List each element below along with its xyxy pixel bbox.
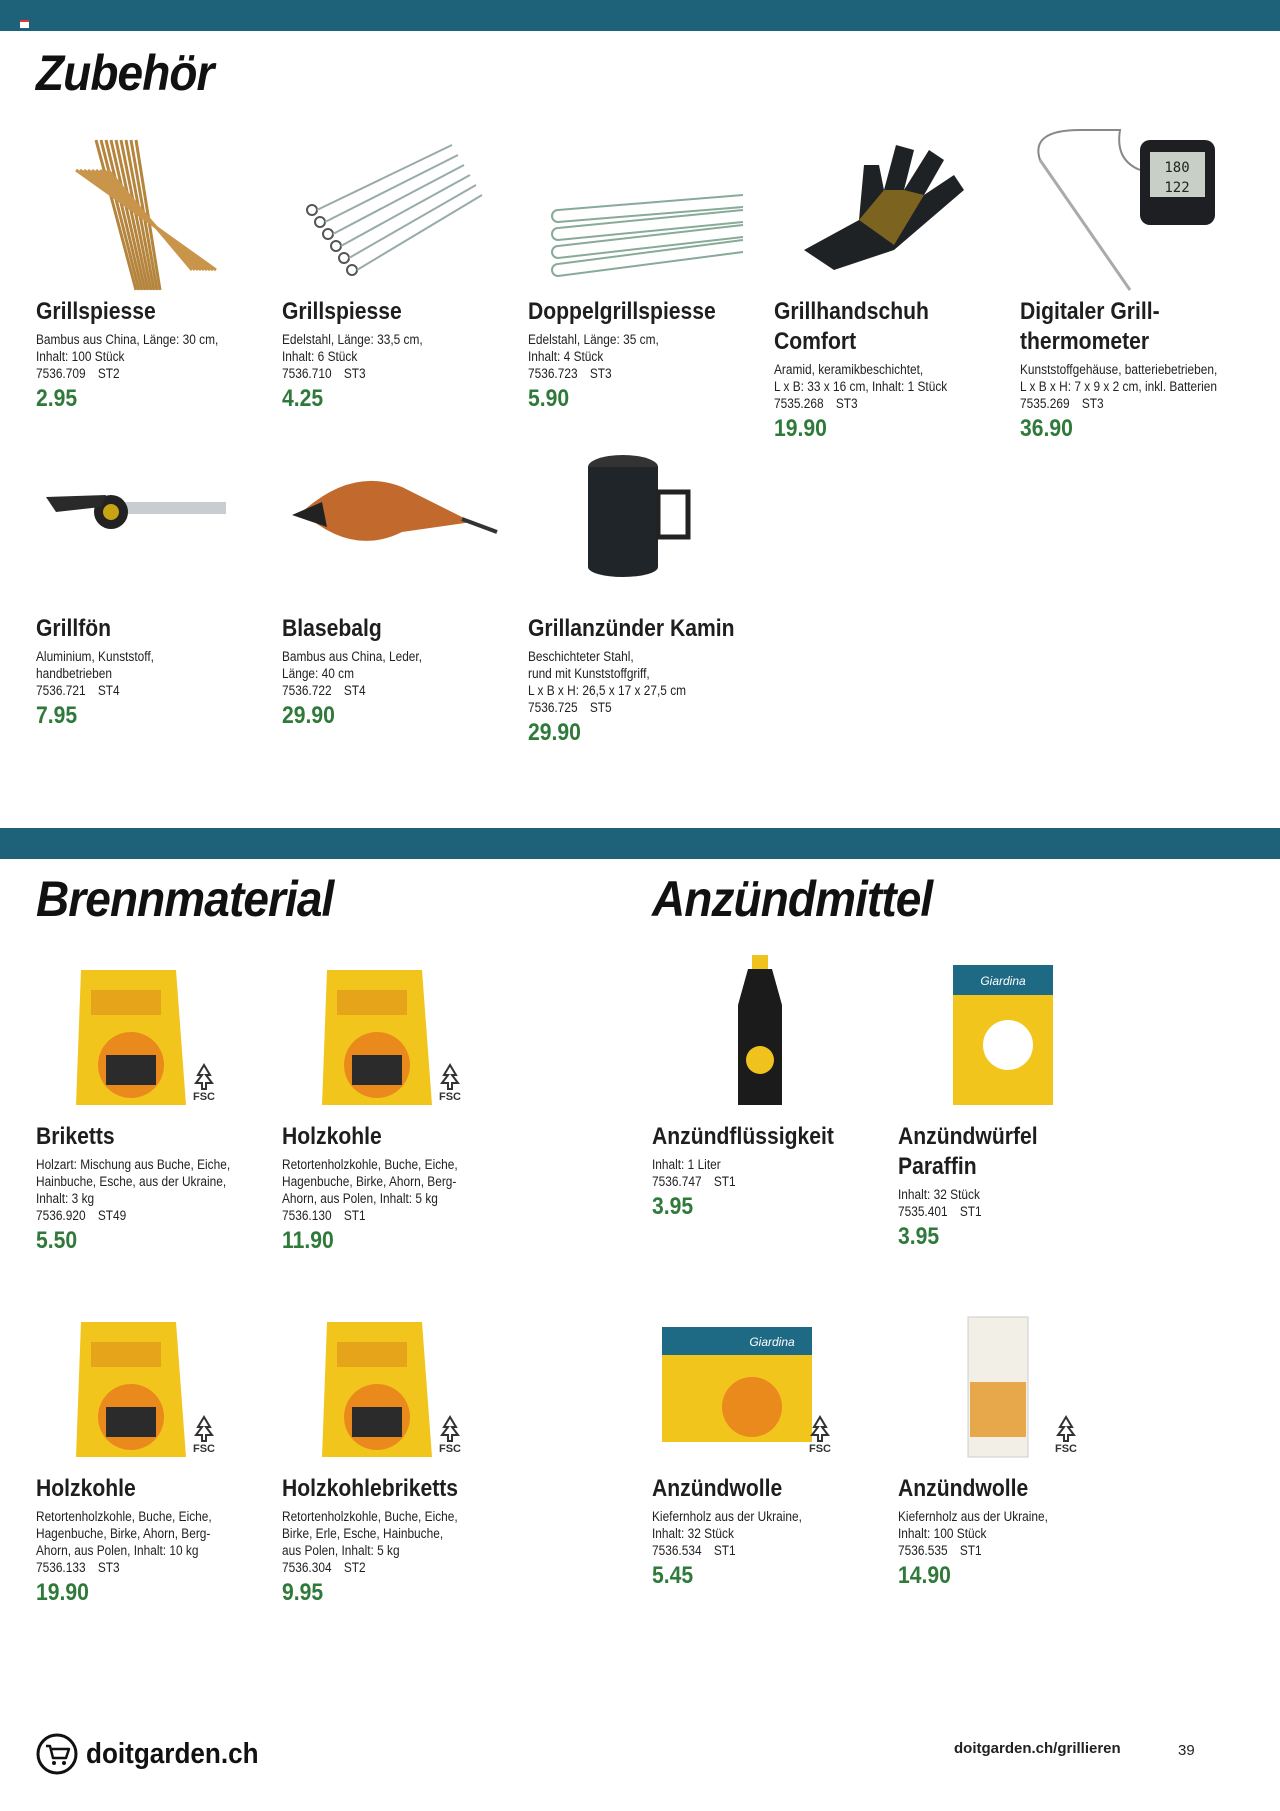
product-name: Briketts xyxy=(36,1123,115,1150)
product-name: Grillspiesse xyxy=(36,298,156,325)
article-number xyxy=(36,682,237,699)
product-image[interactable] xyxy=(36,120,264,295)
product-card[interactable] xyxy=(774,120,1002,443)
product-image[interactable] xyxy=(898,945,1126,1120)
svg-text:122: 122 xyxy=(1164,180,1190,196)
product-image[interactable] xyxy=(282,120,510,295)
store-code: ST2 xyxy=(97,366,120,381)
section-title-zubehoer: Zubehör xyxy=(36,45,214,101)
product-description: Hagenbuche, Birke, Ahorn, Berg- xyxy=(282,1174,457,1189)
product-price: 19.90 xyxy=(36,1579,89,1606)
footer-url[interactable]: doitgarden.ch/grillieren xyxy=(954,1740,1121,1757)
article-number xyxy=(528,365,729,382)
page-number: 39 xyxy=(1178,1742,1195,1759)
fsc-logo-icon xyxy=(430,1415,470,1455)
store-code: ST5 xyxy=(589,700,612,715)
fsc-label: FSC xyxy=(439,1443,461,1455)
charcoal-bag-icon xyxy=(36,945,264,1120)
article-number xyxy=(1020,395,1221,412)
store-code: ST2 xyxy=(343,1560,366,1575)
store-code: ST3 xyxy=(835,396,858,411)
article-code: 7536.747 xyxy=(652,1174,702,1189)
product-name: Holzkohle xyxy=(36,1475,136,1502)
section-divider-band xyxy=(0,828,1280,859)
product-card[interactable] xyxy=(282,945,510,1255)
fsc-label: FSC xyxy=(193,1091,215,1103)
product-card[interactable] xyxy=(528,120,756,413)
product-description: Ahorn, aus Polen, Inhalt: 10 kg xyxy=(36,1543,199,1558)
article-number xyxy=(898,1542,1099,1559)
article-code: 7535.401 xyxy=(898,1204,948,1219)
product-name: Anzündwolle xyxy=(652,1475,783,1502)
product-name: Holzkohlebriketts xyxy=(282,1475,459,1502)
section-title-brennmaterial: Brennmaterial xyxy=(36,871,334,927)
product-name: Grillhandschuh xyxy=(774,298,929,325)
store-code: ST4 xyxy=(97,683,120,698)
product-description: L x B: 33 x 16 cm, Inhalt: 1 Stück xyxy=(774,379,948,394)
product-card[interactable] xyxy=(36,437,264,730)
product-description: Inhalt: 1 Liter xyxy=(652,1157,721,1172)
product-price: 4.25 xyxy=(282,385,324,412)
product-price: 14.90 xyxy=(898,1562,951,1589)
fsc-logo-icon xyxy=(800,1415,840,1455)
product-description: Inhalt: 3 kg xyxy=(36,1191,95,1206)
article-code: 7535.269 xyxy=(1020,396,1070,411)
product-card[interactable] xyxy=(898,1297,1126,1590)
product-price: 9.95 xyxy=(282,1579,324,1606)
article-code: 7536.725 xyxy=(528,700,578,715)
store-code: ST1 xyxy=(713,1174,736,1189)
article-code: 7536.723 xyxy=(528,366,578,381)
store-code: ST1 xyxy=(959,1204,982,1219)
product-card[interactable] xyxy=(282,437,510,730)
product-name: Grillspiesse xyxy=(282,298,402,325)
product-description: Inhalt: 6 Stück xyxy=(282,349,358,364)
product-name: Comfort xyxy=(774,328,857,355)
product-image[interactable] xyxy=(36,437,264,612)
grill-glove-icon xyxy=(774,120,1002,295)
store-code: ST49 xyxy=(97,1208,127,1223)
store-code: ST3 xyxy=(97,1560,120,1575)
swiss-flag-icon xyxy=(20,20,29,28)
article-number xyxy=(282,1207,483,1224)
hand-blower-icon xyxy=(36,437,264,612)
product-description: Kiefernholz aus der Ukraine, xyxy=(898,1509,1048,1524)
product-description: Birke, Erle, Esche, Hainbuche, xyxy=(282,1526,444,1541)
article-number xyxy=(36,365,237,382)
article-code: 7536.709 xyxy=(36,366,86,381)
charcoal-bag-icon xyxy=(36,1297,264,1472)
product-name: thermometer xyxy=(1020,328,1150,355)
fsc-logo-icon xyxy=(184,1063,224,1103)
fsc-label: FSC xyxy=(1055,1443,1077,1455)
bamboo-skewers-icon xyxy=(36,120,264,295)
product-description: Inhalt: 4 Stück xyxy=(528,349,604,364)
article-number xyxy=(36,1559,237,1576)
thermometer-icon xyxy=(1020,120,1248,295)
product-price: 36.90 xyxy=(1020,415,1073,442)
product-description: Inhalt: 100 Stück xyxy=(898,1526,987,1541)
article-code: 7536.710 xyxy=(282,366,332,381)
product-card[interactable] xyxy=(528,437,756,747)
product-price: 5.90 xyxy=(528,385,570,412)
charcoal-bag-icon xyxy=(282,945,510,1120)
product-card[interactable] xyxy=(36,120,264,413)
product-image[interactable] xyxy=(1020,120,1248,295)
article-number xyxy=(528,699,729,716)
store-code: ST3 xyxy=(343,366,366,381)
charcoal-bag-icon xyxy=(282,1297,510,1472)
product-name: Grillfön xyxy=(36,615,112,642)
store-code: ST3 xyxy=(1081,396,1104,411)
store-code: ST1 xyxy=(959,1543,982,1558)
product-name: Doppelgrillspiesse xyxy=(528,298,716,325)
product-image[interactable] xyxy=(528,437,756,612)
section-title-anzuendmittel: Anzündmittel xyxy=(652,871,933,927)
product-description: handbetrieben xyxy=(36,666,112,681)
product-price: 29.90 xyxy=(282,702,335,729)
product-card[interactable] xyxy=(36,1297,264,1607)
product-name: Anzündwürfel xyxy=(898,1123,1038,1150)
product-description: Retortenholzkohle, Buche, Eiche, xyxy=(36,1509,212,1524)
product-image[interactable] xyxy=(36,945,264,1120)
product-description: Kiefernholz aus der Ukraine, xyxy=(652,1509,802,1524)
top-band xyxy=(0,0,1280,31)
article-number xyxy=(652,1542,853,1559)
product-description: Edelstahl, Länge: 35 cm, xyxy=(528,332,659,347)
svg-text:180: 180 xyxy=(1164,160,1190,176)
product-card[interactable] xyxy=(652,1297,880,1590)
store-code: ST4 xyxy=(343,683,366,698)
fsc-label: FSC xyxy=(809,1443,831,1455)
article-code: 7536.535 xyxy=(898,1543,948,1558)
svg-text:Giardina: Giardina xyxy=(749,1335,795,1349)
store-code: ST3 xyxy=(589,366,612,381)
article-number xyxy=(282,1559,483,1576)
product-image[interactable] xyxy=(774,120,1002,295)
bellows-icon xyxy=(282,437,510,612)
product-description: Bambus aus China, Länge: 30 cm, xyxy=(36,332,219,347)
product-description: Ahorn, aus Polen, Inhalt: 5 kg xyxy=(282,1191,438,1206)
article-number xyxy=(652,1173,853,1190)
fsc-logo-icon xyxy=(430,1063,470,1103)
article-code: 7536.304 xyxy=(282,1560,332,1575)
product-price: 3.95 xyxy=(898,1223,940,1250)
cart-icon xyxy=(36,1733,78,1775)
product-image[interactable] xyxy=(282,945,510,1120)
store-code: ST1 xyxy=(713,1543,736,1558)
product-name: Holzkohle xyxy=(282,1123,382,1150)
product-image[interactable] xyxy=(652,1297,880,1472)
product-description: L x B x H: 7 x 9 x 2 cm, inkl. Batterien xyxy=(1020,379,1217,394)
product-name: Paraffin xyxy=(898,1153,977,1180)
product-price: 19.90 xyxy=(774,415,827,442)
product-card[interactable] xyxy=(1020,120,1248,443)
product-price: 7.95 xyxy=(36,702,78,729)
product-description: rund mit Kunststoffgriff, xyxy=(528,666,650,681)
fsc-logo-icon xyxy=(184,1415,224,1455)
product-image[interactable] xyxy=(898,1297,1126,1472)
product-description: Kunststoffgehäuse, batteriebetrieben, xyxy=(1020,362,1218,377)
chimney-starter-icon xyxy=(528,437,756,612)
product-card[interactable] xyxy=(898,945,1126,1251)
article-code: 7535.268 xyxy=(774,396,824,411)
product-image[interactable] xyxy=(282,437,510,612)
article-code: 7536.920 xyxy=(36,1208,86,1223)
product-price: 5.50 xyxy=(36,1227,78,1254)
product-description: Aramid, keramikbeschichtet, xyxy=(774,362,924,377)
product-card[interactable] xyxy=(282,120,510,413)
article-number xyxy=(36,1207,237,1224)
product-image[interactable] xyxy=(36,1297,264,1472)
product-name: Grillanzünder Kamin xyxy=(528,615,735,642)
product-name: Anzündflüssigkeit xyxy=(652,1123,834,1150)
product-name: Blasebalg xyxy=(282,615,382,642)
wool-box-icon xyxy=(652,1297,880,1472)
double-skewers-icon xyxy=(528,120,756,295)
fluid-bottle-icon xyxy=(652,945,880,1120)
product-card[interactable] xyxy=(652,945,880,1221)
footer-logo[interactable] xyxy=(36,1733,278,1775)
fsc-logo-icon xyxy=(1046,1415,1086,1455)
article-number xyxy=(282,365,483,382)
product-description: Retortenholzkohle, Buche, Eiche, xyxy=(282,1157,458,1172)
product-description: Aluminium, Kunststoff, xyxy=(36,649,154,664)
product-description: L x B x H: 26,5 x 17 x 27,5 cm xyxy=(528,683,687,698)
product-price: 5.45 xyxy=(652,1562,694,1589)
footer-logo-text: doitgarden.ch xyxy=(86,1737,259,1770)
article-number xyxy=(898,1203,1099,1220)
product-name: Anzündwolle xyxy=(898,1475,1029,1502)
product-image[interactable] xyxy=(652,945,880,1120)
cube-box-icon xyxy=(898,945,1126,1120)
product-image[interactable] xyxy=(282,1297,510,1472)
product-description: aus Polen, Inhalt: 5 kg xyxy=(282,1543,400,1558)
article-code: 7536.130 xyxy=(282,1208,332,1223)
product-description: Retortenholzkohle, Buche, Eiche, xyxy=(282,1509,458,1524)
product-name: Digitaler Grill- xyxy=(1020,298,1160,325)
fsc-label: FSC xyxy=(439,1091,461,1103)
steel-skewers-icon xyxy=(282,120,510,295)
product-description: Inhalt: 32 Stück xyxy=(652,1526,734,1541)
svg-text:Giardina: Giardina xyxy=(980,974,1026,988)
wool-bag-icon xyxy=(898,1297,1126,1472)
product-image[interactable] xyxy=(528,120,756,295)
product-price: 3.95 xyxy=(652,1193,694,1220)
article-code: 7536.133 xyxy=(36,1560,86,1575)
article-number xyxy=(282,682,483,699)
article-code: 7536.722 xyxy=(282,683,332,698)
product-price: 11.90 xyxy=(282,1227,334,1254)
article-code: 7536.534 xyxy=(652,1543,702,1558)
product-description: Länge: 40 cm xyxy=(282,666,354,681)
product-card[interactable] xyxy=(282,1297,510,1607)
product-description: Inhalt: 100 Stück xyxy=(36,349,125,364)
product-card[interactable] xyxy=(36,945,264,1255)
product-price: 29.90 xyxy=(528,719,581,746)
product-description: Holzart: Mischung aus Buche, Eiche, xyxy=(36,1157,231,1172)
article-code: 7536.721 xyxy=(36,683,86,698)
article-number xyxy=(774,395,975,412)
product-description: Inhalt: 32 Stück xyxy=(898,1187,980,1202)
product-description: Edelstahl, Länge: 33,5 cm, xyxy=(282,332,423,347)
product-description: Bambus aus China, Leder, xyxy=(282,649,423,664)
product-price: 2.95 xyxy=(36,385,78,412)
product-description: Hainbuche, Esche, aus der Ukraine, xyxy=(36,1174,227,1189)
product-description: Beschichteter Stahl, xyxy=(528,649,634,664)
product-description: Hagenbuche, Birke, Ahorn, Berg- xyxy=(36,1526,211,1541)
store-code: ST1 xyxy=(343,1208,366,1223)
fsc-label: FSC xyxy=(193,1443,215,1455)
